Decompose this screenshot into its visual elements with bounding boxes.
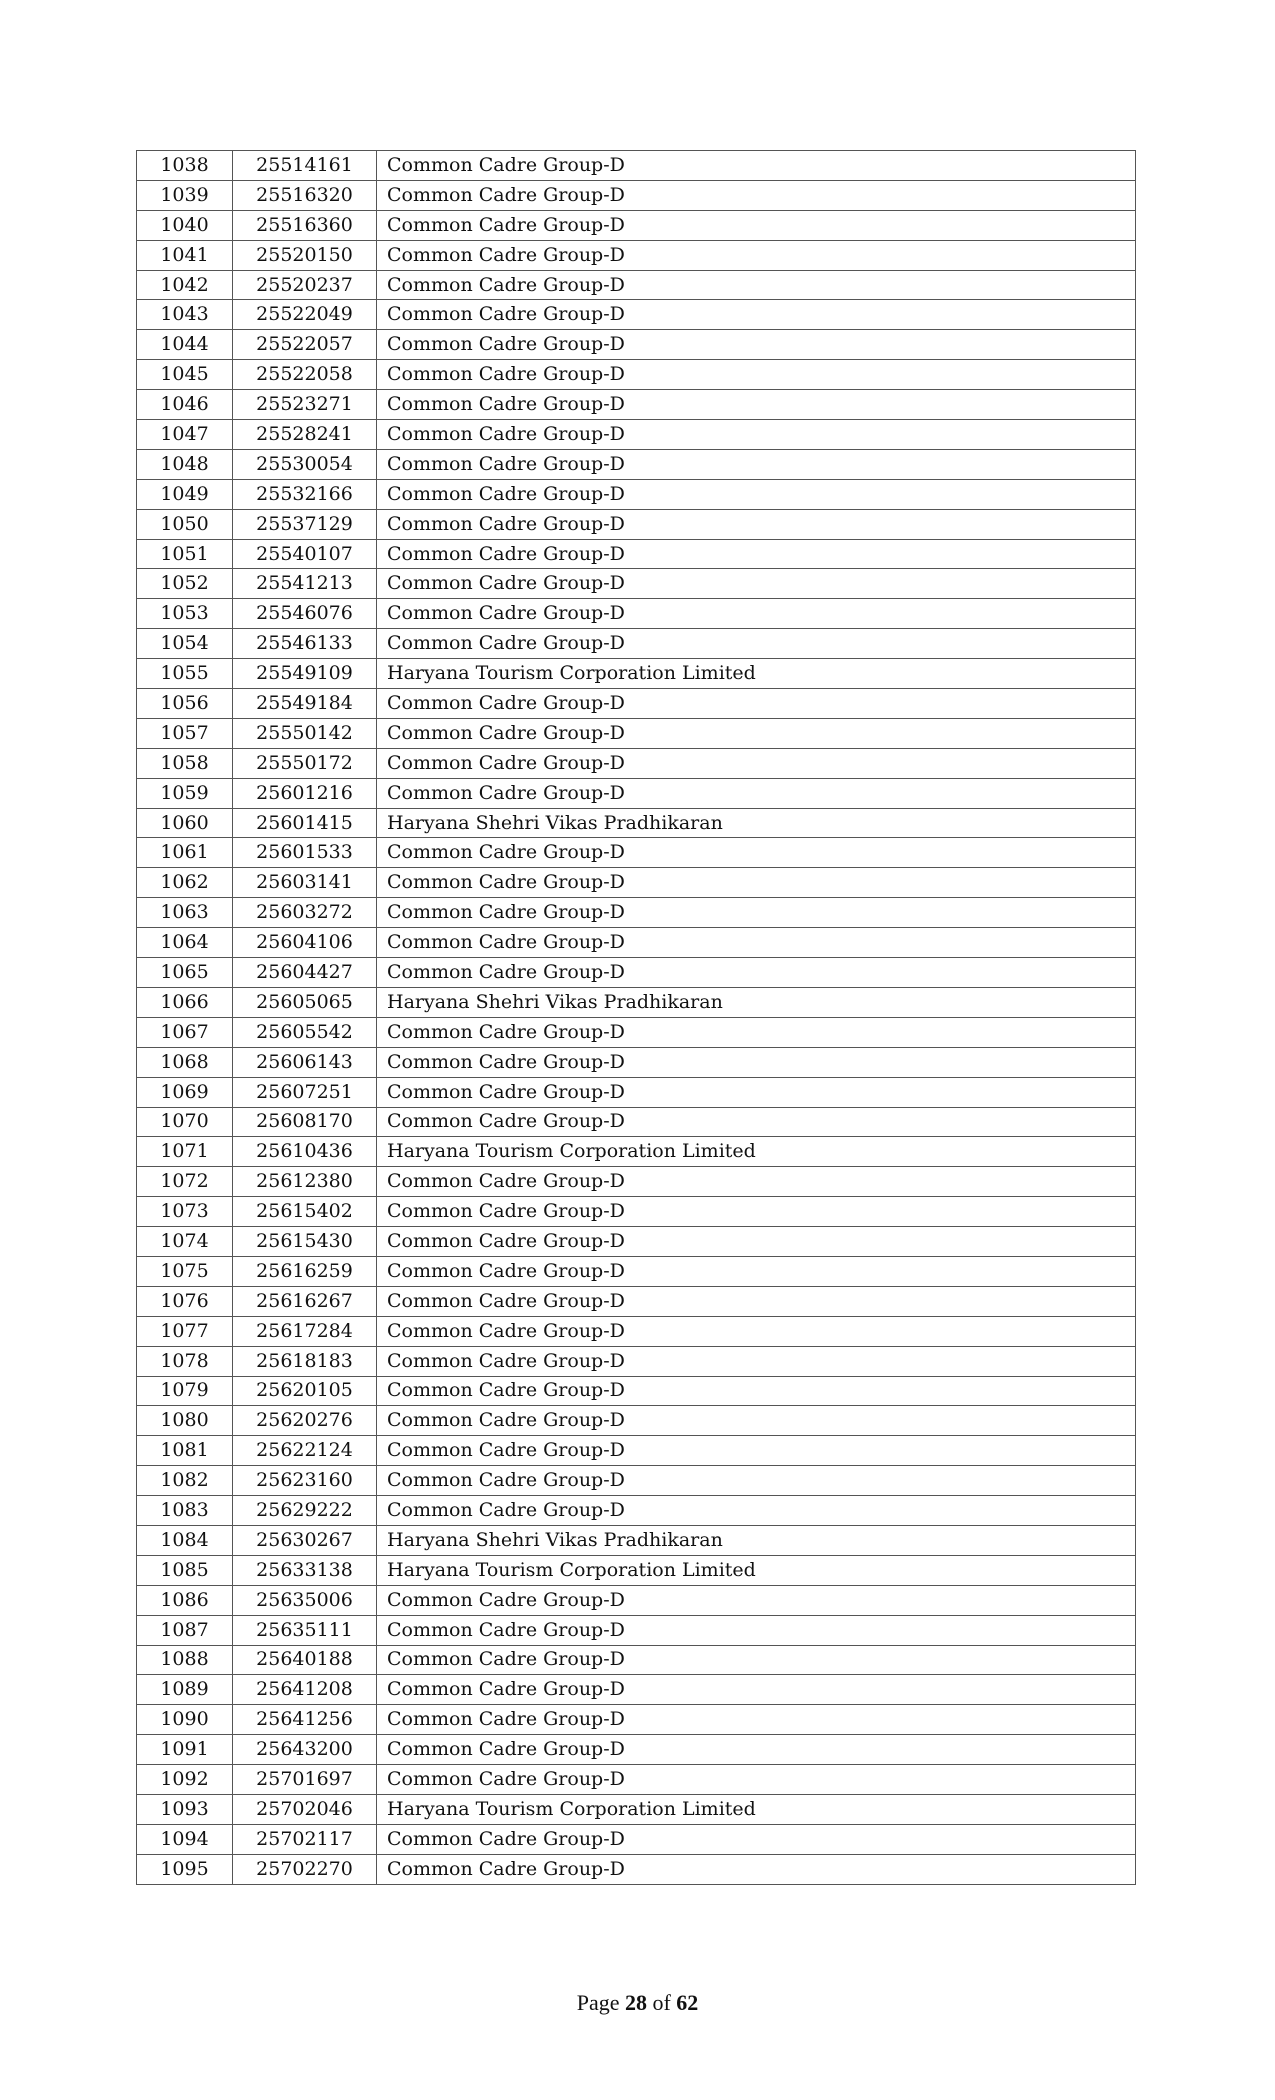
department-cell: Common Cadre Group-D xyxy=(377,330,1136,360)
table-row xyxy=(137,479,1136,509)
department-cell: Haryana Shehri Vikas Pradhikaran xyxy=(377,808,1136,838)
department-cell: Common Cadre Group-D xyxy=(377,1765,1136,1795)
roll-number-cell: 25641256 xyxy=(233,1705,377,1735)
roll-number-cell: 25620276 xyxy=(233,1406,377,1436)
department-cell: Common Cadre Group-D xyxy=(377,1376,1136,1406)
roll-number-cell: 25546076 xyxy=(233,599,377,629)
serial-number-cell: 1044 xyxy=(137,330,233,360)
department-cell: Common Cadre Group-D xyxy=(377,449,1136,479)
serial-number-cell: 1076 xyxy=(137,1286,233,1316)
serial-number-cell: 1042 xyxy=(137,270,233,300)
serial-number-cell: 1078 xyxy=(137,1346,233,1376)
roll-number-cell: 25550142 xyxy=(233,718,377,748)
table-row xyxy=(137,449,1136,479)
table-row xyxy=(137,629,1136,659)
serial-number-cell: 1073 xyxy=(137,1197,233,1227)
table-row xyxy=(137,180,1136,210)
roll-number-cell: 25604427 xyxy=(233,958,377,988)
roll-number-cell: 25523271 xyxy=(233,390,377,420)
department-cell: Haryana Shehri Vikas Pradhikaran xyxy=(377,987,1136,1017)
serial-number-cell: 1091 xyxy=(137,1735,233,1765)
roll-number-cell: 25608170 xyxy=(233,1107,377,1137)
serial-number-cell: 1052 xyxy=(137,569,233,599)
roll-number-cell: 25522058 xyxy=(233,360,377,390)
serial-number-cell: 1049 xyxy=(137,479,233,509)
table-row xyxy=(137,748,1136,778)
roll-number-cell: 25549184 xyxy=(233,689,377,719)
table-row xyxy=(137,1854,1136,1884)
department-cell: Common Cadre Group-D xyxy=(377,180,1136,210)
table-row xyxy=(137,420,1136,450)
roll-number-cell: 25633138 xyxy=(233,1555,377,1585)
department-cell: Common Cadre Group-D xyxy=(377,1316,1136,1346)
serial-number-cell: 1060 xyxy=(137,808,233,838)
roll-number-cell: 25617284 xyxy=(233,1316,377,1346)
serial-number-cell: 1068 xyxy=(137,1047,233,1077)
roll-number-cell: 25702046 xyxy=(233,1794,377,1824)
department-cell: Common Cadre Group-D xyxy=(377,778,1136,808)
roll-number-cell: 25607251 xyxy=(233,1077,377,1107)
department-cell: Common Cadre Group-D xyxy=(377,1466,1136,1496)
department-cell: Common Cadre Group-D xyxy=(377,569,1136,599)
roll-number-cell: 25601216 xyxy=(233,778,377,808)
total-pages-number: 62 xyxy=(676,1990,699,2015)
roll-number-cell: 25520237 xyxy=(233,270,377,300)
table-row xyxy=(137,390,1136,420)
table-row xyxy=(137,1286,1136,1316)
table-row xyxy=(137,1824,1136,1854)
roll-number-cell: 25532166 xyxy=(233,479,377,509)
roll-number-cell: 25616267 xyxy=(233,1286,377,1316)
serial-number-cell: 1093 xyxy=(137,1794,233,1824)
department-cell: Common Cadre Group-D xyxy=(377,838,1136,868)
table-row xyxy=(137,778,1136,808)
roll-number-cell: 25601415 xyxy=(233,808,377,838)
serial-number-cell: 1070 xyxy=(137,1107,233,1137)
serial-number-cell: 1088 xyxy=(137,1645,233,1675)
table-row xyxy=(137,1585,1136,1615)
table-row xyxy=(137,1735,1136,1765)
department-cell: Common Cadre Group-D xyxy=(377,1496,1136,1526)
table-row xyxy=(137,689,1136,719)
department-cell: Common Cadre Group-D xyxy=(377,868,1136,898)
table-row xyxy=(137,270,1136,300)
department-cell: Common Cadre Group-D xyxy=(377,1227,1136,1257)
department-cell: Common Cadre Group-D xyxy=(377,748,1136,778)
roll-number-cell: 25516320 xyxy=(233,180,377,210)
roll-number-cell: 25629222 xyxy=(233,1496,377,1526)
roll-number-cell: 25701697 xyxy=(233,1765,377,1795)
roll-number-cell: 25530054 xyxy=(233,449,377,479)
roll-number-cell: 25546133 xyxy=(233,629,377,659)
table-row xyxy=(137,1047,1136,1077)
table-row xyxy=(137,210,1136,240)
department-cell: Haryana Tourism Corporation Limited xyxy=(377,659,1136,689)
roll-number-cell: 25605065 xyxy=(233,987,377,1017)
department-cell: Common Cadre Group-D xyxy=(377,390,1136,420)
table-row xyxy=(137,569,1136,599)
roll-number-cell: 25615402 xyxy=(233,1197,377,1227)
department-cell: Common Cadre Group-D xyxy=(377,240,1136,270)
table-row xyxy=(137,1256,1136,1286)
page-footer xyxy=(0,1990,1275,2016)
page-label: Page xyxy=(576,1990,620,2015)
serial-number-cell: 1059 xyxy=(137,778,233,808)
roll-number-cell: 25605542 xyxy=(233,1017,377,1047)
table-row xyxy=(137,539,1136,569)
department-cell: Haryana Tourism Corporation Limited xyxy=(377,1794,1136,1824)
serial-number-cell: 1053 xyxy=(137,599,233,629)
serial-number-cell: 1092 xyxy=(137,1765,233,1795)
serial-number-cell: 1043 xyxy=(137,300,233,330)
department-cell: Common Cadre Group-D xyxy=(377,1197,1136,1227)
roll-number-cell: 25702270 xyxy=(233,1854,377,1884)
results-table-body xyxy=(137,151,1136,1885)
roll-number-cell: 25601533 xyxy=(233,838,377,868)
serial-number-cell: 1061 xyxy=(137,838,233,868)
roll-number-cell: 25635111 xyxy=(233,1615,377,1645)
serial-number-cell: 1077 xyxy=(137,1316,233,1346)
table-row xyxy=(137,718,1136,748)
table-row xyxy=(137,928,1136,958)
roll-number-cell: 25549109 xyxy=(233,659,377,689)
serial-number-cell: 1094 xyxy=(137,1824,233,1854)
table-row xyxy=(137,1645,1136,1675)
serial-number-cell: 1048 xyxy=(137,449,233,479)
roll-number-cell: 25514161 xyxy=(233,151,377,181)
table-row xyxy=(137,240,1136,270)
department-cell: Common Cadre Group-D xyxy=(377,1167,1136,1197)
table-row xyxy=(137,1077,1136,1107)
department-cell: Common Cadre Group-D xyxy=(377,270,1136,300)
table-row xyxy=(137,1376,1136,1406)
table-row xyxy=(137,1525,1136,1555)
department-cell: Common Cadre Group-D xyxy=(377,1077,1136,1107)
serial-number-cell: 1066 xyxy=(137,987,233,1017)
department-cell: Common Cadre Group-D xyxy=(377,1585,1136,1615)
table-row xyxy=(137,987,1136,1017)
roll-number-cell: 25643200 xyxy=(233,1735,377,1765)
serial-number-cell: 1065 xyxy=(137,958,233,988)
serial-number-cell: 1064 xyxy=(137,928,233,958)
serial-number-cell: 1051 xyxy=(137,539,233,569)
roll-number-cell: 25516360 xyxy=(233,210,377,240)
table-row xyxy=(137,1794,1136,1824)
serial-number-cell: 1079 xyxy=(137,1376,233,1406)
table-row xyxy=(137,1675,1136,1705)
table-row xyxy=(137,958,1136,988)
table-row xyxy=(137,151,1136,181)
table-row xyxy=(137,838,1136,868)
roll-number-cell: 25606143 xyxy=(233,1047,377,1077)
table-row xyxy=(137,1466,1136,1496)
serial-number-cell: 1074 xyxy=(137,1227,233,1257)
department-cell: Common Cadre Group-D xyxy=(377,420,1136,450)
serial-number-cell: 1057 xyxy=(137,718,233,748)
serial-number-cell: 1081 xyxy=(137,1436,233,1466)
department-cell: Common Cadre Group-D xyxy=(377,210,1136,240)
serial-number-cell: 1086 xyxy=(137,1585,233,1615)
department-cell: Common Cadre Group-D xyxy=(377,599,1136,629)
department-cell: Common Cadre Group-D xyxy=(377,360,1136,390)
roll-number-cell: 25610436 xyxy=(233,1137,377,1167)
table-row xyxy=(137,1555,1136,1585)
serial-number-cell: 1072 xyxy=(137,1167,233,1197)
department-cell: Common Cadre Group-D xyxy=(377,1256,1136,1286)
table-row xyxy=(137,1615,1136,1645)
roll-number-cell: 25520150 xyxy=(233,240,377,270)
roll-number-cell: 25540107 xyxy=(233,539,377,569)
roll-number-cell: 25616259 xyxy=(233,1256,377,1286)
serial-number-cell: 1039 xyxy=(137,180,233,210)
serial-number-cell: 1038 xyxy=(137,151,233,181)
department-cell: Common Cadre Group-D xyxy=(377,479,1136,509)
serial-number-cell: 1062 xyxy=(137,868,233,898)
serial-number-cell: 1087 xyxy=(137,1615,233,1645)
roll-number-cell: 25541213 xyxy=(233,569,377,599)
serial-number-cell: 1063 xyxy=(137,898,233,928)
department-cell: Common Cadre Group-D xyxy=(377,1675,1136,1705)
department-cell: Common Cadre Group-D xyxy=(377,928,1136,958)
serial-number-cell: 1084 xyxy=(137,1525,233,1555)
department-cell: Common Cadre Group-D xyxy=(377,539,1136,569)
department-cell: Common Cadre Group-D xyxy=(377,1017,1136,1047)
serial-number-cell: 1075 xyxy=(137,1256,233,1286)
serial-number-cell: 1067 xyxy=(137,1017,233,1047)
table-row xyxy=(137,808,1136,838)
roll-number-cell: 25603141 xyxy=(233,868,377,898)
table-row xyxy=(137,1316,1136,1346)
roll-number-cell: 25522049 xyxy=(233,300,377,330)
serial-number-cell: 1083 xyxy=(137,1496,233,1526)
roll-number-cell: 25604106 xyxy=(233,928,377,958)
roll-number-cell: 25618183 xyxy=(233,1346,377,1376)
table-row xyxy=(137,1107,1136,1137)
of-label: of xyxy=(652,1990,671,2015)
serial-number-cell: 1069 xyxy=(137,1077,233,1107)
table-row xyxy=(137,659,1136,689)
table-row xyxy=(137,898,1136,928)
roll-number-cell: 25603272 xyxy=(233,898,377,928)
current-page-number: 28 xyxy=(624,1990,647,2015)
serial-number-cell: 1085 xyxy=(137,1555,233,1585)
department-cell: Common Cadre Group-D xyxy=(377,1854,1136,1884)
table-row xyxy=(137,509,1136,539)
department-cell: Common Cadre Group-D xyxy=(377,1615,1136,1645)
table-row xyxy=(137,1197,1136,1227)
table-row xyxy=(137,1137,1136,1167)
roll-number-cell: 25550172 xyxy=(233,748,377,778)
table-row xyxy=(137,1705,1136,1735)
department-cell: Common Cadre Group-D xyxy=(377,1705,1136,1735)
serial-number-cell: 1056 xyxy=(137,689,233,719)
table-row xyxy=(137,1167,1136,1197)
department-cell: Common Cadre Group-D xyxy=(377,1346,1136,1376)
serial-number-cell: 1054 xyxy=(137,629,233,659)
roll-number-cell: 25622124 xyxy=(233,1436,377,1466)
roll-number-cell: 25630267 xyxy=(233,1525,377,1555)
department-cell: Common Cadre Group-D xyxy=(377,1645,1136,1675)
department-cell: Common Cadre Group-D xyxy=(377,629,1136,659)
serial-number-cell: 1080 xyxy=(137,1406,233,1436)
roll-number-cell: 25641208 xyxy=(233,1675,377,1705)
department-cell: Common Cadre Group-D xyxy=(377,689,1136,719)
roll-number-cell: 25522057 xyxy=(233,330,377,360)
department-cell: Haryana Tourism Corporation Limited xyxy=(377,1555,1136,1585)
table-row xyxy=(137,330,1136,360)
table-row xyxy=(137,1346,1136,1376)
results-table xyxy=(136,150,1136,1885)
table-row xyxy=(137,300,1136,330)
roll-number-cell: 25635006 xyxy=(233,1585,377,1615)
serial-number-cell: 1095 xyxy=(137,1854,233,1884)
department-cell: Common Cadre Group-D xyxy=(377,1047,1136,1077)
serial-number-cell: 1090 xyxy=(137,1705,233,1735)
table-row xyxy=(137,1496,1136,1526)
serial-number-cell: 1089 xyxy=(137,1675,233,1705)
department-cell: Common Cadre Group-D xyxy=(377,1107,1136,1137)
department-cell: Common Cadre Group-D xyxy=(377,958,1136,988)
table-row xyxy=(137,1227,1136,1257)
department-cell: Haryana Tourism Corporation Limited xyxy=(377,1137,1136,1167)
serial-number-cell: 1055 xyxy=(137,659,233,689)
department-cell: Haryana Shehri Vikas Pradhikaran xyxy=(377,1525,1136,1555)
department-cell: Common Cadre Group-D xyxy=(377,1406,1136,1436)
department-cell: Common Cadre Group-D xyxy=(377,509,1136,539)
table-row xyxy=(137,360,1136,390)
serial-number-cell: 1040 xyxy=(137,210,233,240)
serial-number-cell: 1050 xyxy=(137,509,233,539)
department-cell: Common Cadre Group-D xyxy=(377,898,1136,928)
roll-number-cell: 25702117 xyxy=(233,1824,377,1854)
department-cell: Common Cadre Group-D xyxy=(377,1286,1136,1316)
roll-number-cell: 25620105 xyxy=(233,1376,377,1406)
table-row xyxy=(137,1017,1136,1047)
roll-number-cell: 25537129 xyxy=(233,509,377,539)
roll-number-cell: 25615430 xyxy=(233,1227,377,1257)
department-cell: Common Cadre Group-D xyxy=(377,1735,1136,1765)
department-cell: Common Cadre Group-D xyxy=(377,300,1136,330)
table-row xyxy=(137,868,1136,898)
roll-number-cell: 25640188 xyxy=(233,1645,377,1675)
table-row xyxy=(137,1406,1136,1436)
serial-number-cell: 1046 xyxy=(137,390,233,420)
table-row xyxy=(137,599,1136,629)
serial-number-cell: 1058 xyxy=(137,748,233,778)
roll-number-cell: 25528241 xyxy=(233,420,377,450)
table-row xyxy=(137,1765,1136,1795)
serial-number-cell: 1041 xyxy=(137,240,233,270)
roll-number-cell: 25623160 xyxy=(233,1466,377,1496)
department-cell: Common Cadre Group-D xyxy=(377,1824,1136,1854)
serial-number-cell: 1082 xyxy=(137,1466,233,1496)
department-cell: Common Cadre Group-D xyxy=(377,1436,1136,1466)
serial-number-cell: 1071 xyxy=(137,1137,233,1167)
roll-number-cell: 25612380 xyxy=(233,1167,377,1197)
serial-number-cell: 1045 xyxy=(137,360,233,390)
department-cell: Common Cadre Group-D xyxy=(377,718,1136,748)
department-cell: Common Cadre Group-D xyxy=(377,151,1136,181)
serial-number-cell: 1047 xyxy=(137,420,233,450)
table-row xyxy=(137,1436,1136,1466)
